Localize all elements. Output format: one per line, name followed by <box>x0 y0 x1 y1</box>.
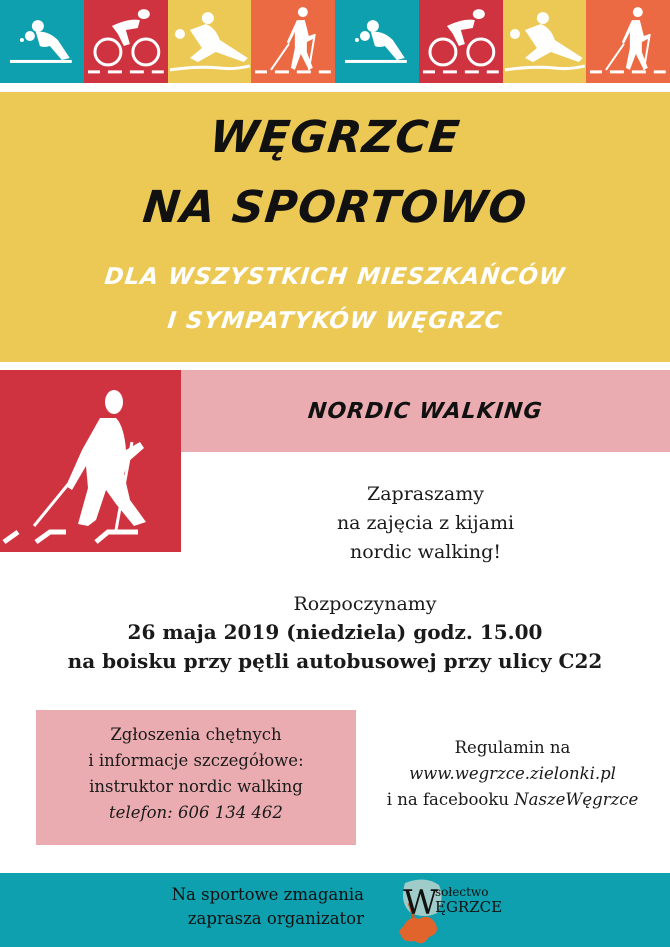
contact-line2: i informacje szczegółowe: <box>88 751 304 770</box>
rules-facebook-prefix: i na facebooku <box>386 790 515 809</box>
activity-banner <box>181 370 670 452</box>
cycling-tile <box>84 0 168 83</box>
rules-line3 <box>355 787 670 813</box>
start-info <box>0 590 670 676</box>
activity-name: NORDIC WALKING <box>306 398 545 424</box>
organizer-text <box>120 883 364 931</box>
contact-box <box>36 710 356 845</box>
table-tennis-tile <box>0 0 84 83</box>
contact-line1: Zgłoszenia chętnych <box>110 725 282 744</box>
volleyball-icon <box>168 0 252 83</box>
start-date: 26 maja 2019 (niedziela) godz. 15.00 <box>127 620 543 644</box>
logo-big-text: ĘGRZCE <box>435 898 503 916</box>
main-title-line1: WĘGRZCE <box>207 112 463 163</box>
nordic-walking-icon <box>0 370 181 552</box>
start-lead: Rozpoczynamy <box>293 593 437 615</box>
cycling-icon <box>419 0 503 83</box>
table-tennis-tile <box>335 0 419 83</box>
volleyball-icon <box>503 0 587 83</box>
volleyball-tile <box>503 0 587 83</box>
volleyball-tile <box>168 0 252 83</box>
table-tennis-icon <box>335 0 419 83</box>
cycling-icon <box>84 0 168 83</box>
start-place: na boisku przy pętli autobusowej przy ulicy C22 <box>67 649 603 673</box>
organizer-line1: Na sportowe zmagania <box>171 885 364 904</box>
invite-line3: nordic walking! <box>350 541 501 563</box>
rules-url-link[interactable]: www.wegrzce.zielonki.pl <box>409 764 616 783</box>
table-tennis-icon <box>0 0 84 83</box>
nordic-walking-icon <box>251 0 335 83</box>
nordic-walking-tile <box>586 0 670 83</box>
cycling-tile <box>419 0 503 83</box>
contact-phone: telefon: 606 134 462 <box>109 803 283 822</box>
facebook-page-link[interactable]: NaszeWęgrzce <box>514 790 639 809</box>
nordic-walking-icon <box>586 0 670 83</box>
title-band <box>0 92 670 362</box>
invite-line2: na zajęcia z kijami <box>336 512 515 534</box>
subtitle-line2: I SYMPATYKÓW WĘGRZC <box>166 308 504 334</box>
rules-line1: Regulamin na <box>454 738 571 757</box>
logo-initial: W <box>403 883 438 923</box>
footer <box>0 873 670 947</box>
rules-info <box>355 735 670 813</box>
main-title-line2: NA SPORTOWO <box>140 182 530 233</box>
solectwo-logo <box>395 877 525 947</box>
nordic-walking-tile <box>251 0 335 83</box>
invite-line1: Zapraszamy <box>367 483 484 505</box>
organizer-line2: zaprasza organizator <box>187 909 364 928</box>
subtitle-line1: DLA WSZYSTKICH MIESZKAŃCÓW <box>103 264 567 290</box>
sports-icon-strip <box>0 0 670 83</box>
logo-small-text: sołectwo <box>435 885 489 899</box>
invite-text <box>181 480 670 567</box>
contact-line3: instruktor nordic walking <box>89 777 303 796</box>
nordic-walking-square <box>0 370 181 552</box>
